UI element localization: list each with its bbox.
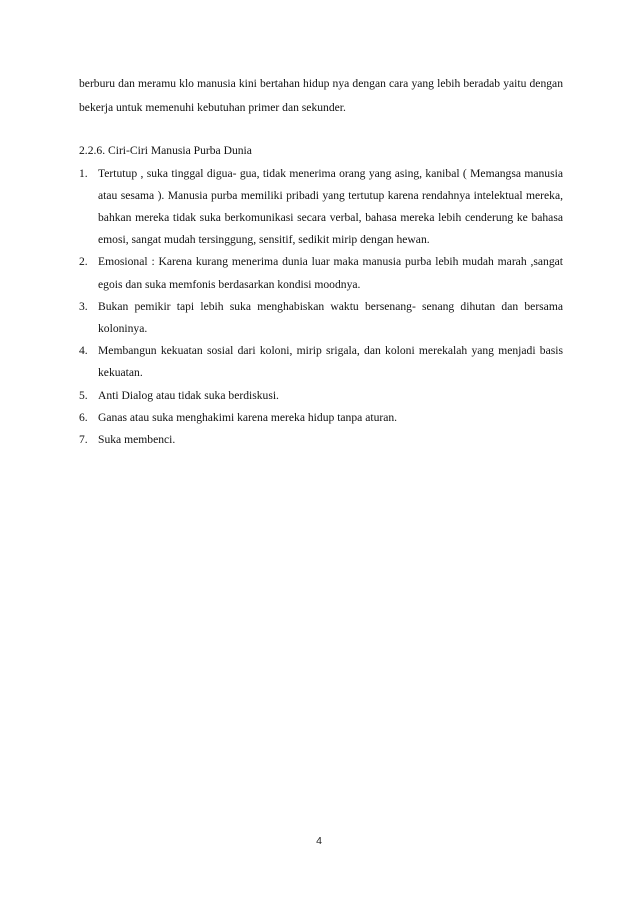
- list-item: [79, 385, 563, 407]
- list-item-text: Ganas atau suka menghakimi karena mereka hidup tanpa aturan.: [98, 410, 398, 424]
- list-item-number: 4.: [79, 344, 88, 358]
- list-item-text: Tertutup , suka tinggal digua- gua, tidak menerima orang yang asing, kanibal ( Memangsa manusia atau sesama ). Manusia purba memiliki pribadi yang tertutup karena rendahnya intelektual mereka, bahkan mereka tidak suka berkomunikasi secara verbal, bahasa mereka lebih cenderung ke bahasa emosi, sangat mudah tersinggung, sensitif, sedikit mirip dengan hewan.: [98, 166, 563, 247]
- list-item-number: 3.: [79, 299, 88, 313]
- list-item-text: Emosional : Karena kurang menerima dunia luar maka manusia purba lebih mudah marah ,sangat egois dan suka memfonis berdasarkan kondisi moodnya.: [98, 255, 563, 291]
- list-item: [79, 296, 563, 340]
- intro-paragraph: berburu dan meramu klo manusia kini bertahan hidup nya dengan cara yang lebih beradab yaitu dengan bekerja untuk memenuhi kebutuhan primer dan sekunder.: [79, 77, 563, 114]
- list-item-text: Membangun kekuatan sosial dari koloni, mirip srigala, dan koloni merekalah yang menjadi basis kekuatan.: [98, 344, 563, 380]
- list-item: [79, 340, 563, 384]
- list-item: [79, 251, 563, 295]
- list-item-text: Suka membenci.: [98, 432, 176, 446]
- characteristics-list: [79, 163, 563, 452]
- list-item-number: 5.: [79, 388, 88, 402]
- section-heading: 2.2.6. Ciri-Ciri Manusia Purba Dunia: [79, 144, 252, 157]
- list-item-number: 1.: [79, 166, 88, 180]
- list-item: [79, 407, 563, 429]
- list-item-text: Bukan pemikir tapi lebih suka menghabiskan waktu bersenang- senang dihutan dan bersama koloninya.: [98, 299, 563, 335]
- list-item-text: Anti Dialog atau tidak suka berdiskusi.: [98, 388, 279, 402]
- document-body: [79, 72, 563, 451]
- page-number: 4: [316, 835, 322, 847]
- list-item: [79, 429, 563, 451]
- list-item-number: 6.: [79, 410, 88, 424]
- list-item-number: 7.: [79, 432, 88, 446]
- list-item-number: 2.: [79, 255, 88, 269]
- list-item: [79, 163, 563, 252]
